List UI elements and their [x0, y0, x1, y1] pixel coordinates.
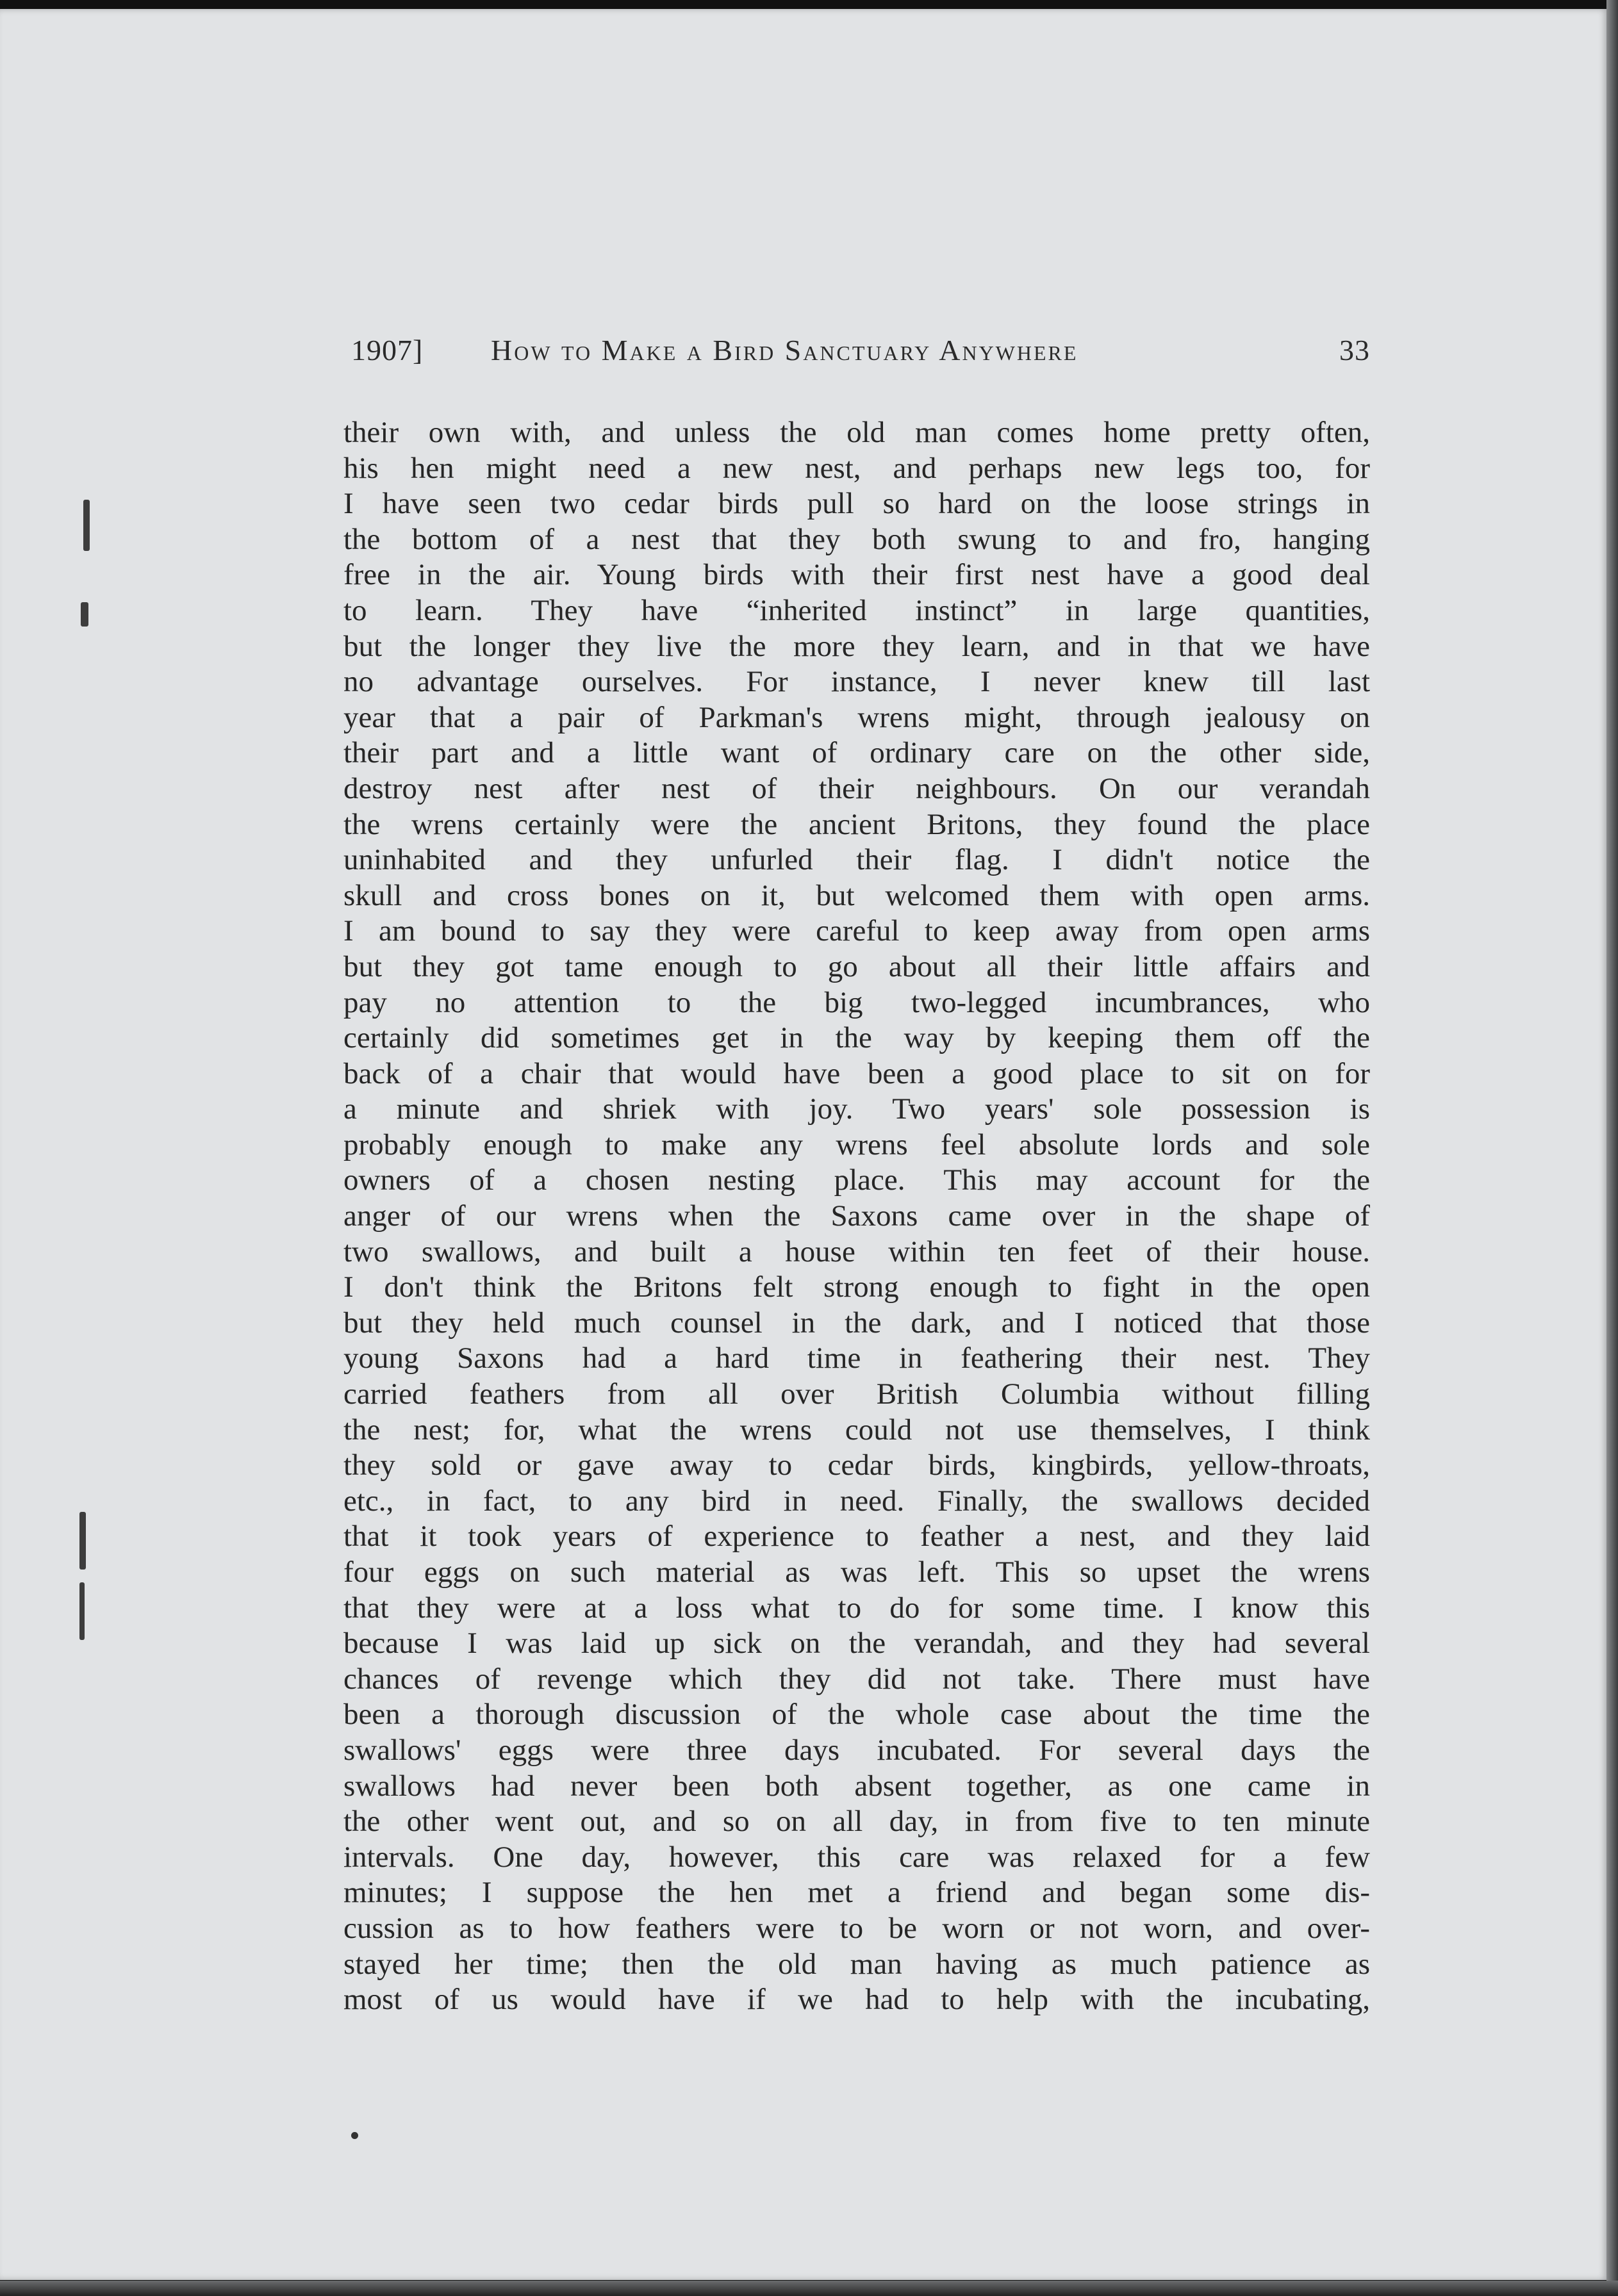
body-text: [343, 415, 1370, 2018]
binding-mark: [81, 602, 88, 627]
text-line: I have seen two cedar birds pull so hard on the loose strings in: [343, 487, 1370, 521]
text-line: year that a pair of Parkman's wrens might, through jealousy on: [343, 700, 1370, 734]
text-line: the wrens certainly were the ancient Britons, they found the place: [343, 807, 1370, 841]
text-line: two swallows, and built a house within ten feet of their house.: [343, 1234, 1370, 1268]
text-line: stayed her time; then the old man having as much patience as: [343, 1947, 1370, 1981]
ink-speck: [351, 2132, 358, 2139]
page-number: 33: [1339, 334, 1370, 366]
text-line: but the longer they live the more they learn, and in that we have: [343, 629, 1370, 663]
text-line: most of us would have if we had to help with the incubating,: [343, 1983, 1370, 2017]
text-line: carried feathers from all over British Columbia without filling: [343, 1377, 1370, 1411]
text-line: the other went out, and so on all day, in from five to ten minute: [343, 1805, 1370, 1839]
text-line: that they were at a loss what to do for some time. I know this: [343, 1591, 1370, 1625]
text-line: that it took years of experience to feather a nest, and they laid: [343, 1520, 1370, 1554]
text-line: destroy nest after nest of their neighbours. On our verandah: [343, 771, 1370, 805]
text-line: intervals. One day, however, this care was relaxed for a few: [343, 1840, 1370, 1874]
text-line: his hen might need a new nest, and perhaps new legs too, for: [343, 451, 1370, 485]
text-line: anger of our wrens when the Saxons came over in the shape of: [343, 1199, 1370, 1233]
text-line: swallows had never been both absent together, as one came in: [343, 1769, 1370, 1803]
text-line: skull and cross bones on it, but welcomed them with open arms.: [343, 878, 1370, 912]
text-line: certainly did sometimes get in the way by keeping them off the: [343, 1021, 1370, 1055]
page-edge-shadow: [1606, 0, 1618, 2296]
text-line: pay no attention to the big two-legged incumbrances, who: [343, 985, 1370, 1019]
text-line: their own with, and unless the old man comes home pretty often,: [343, 416, 1370, 449]
text-line: free in the air. Young birds with their first nest have a good deal: [343, 558, 1370, 592]
text-line: they sold or gave away to cedar birds, kingbirds, yellow-throats,: [343, 1448, 1370, 1482]
text-line: owners of a chosen nesting place. This may account for the: [343, 1163, 1370, 1197]
text-line: but they held much counsel in the dark, and I noticed that those: [343, 1306, 1370, 1340]
text-line: etc., in fact, to any bird in need. Finally, the swallows decided: [343, 1484, 1370, 1518]
binding-mark: [79, 1512, 86, 1570]
text-line: young Saxons had a hard time in feathering their nest. They: [343, 1341, 1370, 1375]
page-bottom-edge: [0, 2281, 1618, 2296]
text-line: a minute and shriek with joy. Two years' sole possession is: [343, 1092, 1370, 1126]
text-line: back of a chair that would have been a good place to sit on for: [343, 1056, 1370, 1090]
text-line: but they got tame enough to go about all their little affairs and: [343, 949, 1370, 983]
text-line: minutes; I suppose the hen met a friend and began some dis-: [343, 1876, 1370, 1910]
text-line: the nest; for, what the wrens could not use themselves, I think: [343, 1413, 1370, 1447]
text-line: four eggs on such material as was left. This so upset the wrens: [343, 1555, 1370, 1589]
running-head-year: 1907]: [351, 334, 424, 366]
text-line: their part and a little want of ordinary care on the other side,: [343, 736, 1370, 770]
binding-mark: [79, 1582, 85, 1640]
text-line: chances of revenge which they did not take. There must have: [343, 1662, 1370, 1696]
text-line: been a thorough discussion of the whole case about the time the: [343, 1698, 1370, 1732]
text-line: I am bound to say they were careful to keep away from open arms: [343, 914, 1370, 948]
text-line: the bottom of a nest that they both swung to and fro, hanging: [343, 522, 1370, 556]
text-line: uninhabited and they unfurled their flag. I didn't notice the: [343, 843, 1370, 877]
running-head-title: How to Make a Bird Sanctuary Anywhere: [491, 334, 1078, 366]
text-line: to learn. They have “inherited instinct” in large quantities,: [343, 593, 1370, 627]
running-head: [351, 333, 1370, 378]
text-line: I don't think the Britons felt strong enough to fight in the open: [343, 1270, 1370, 1304]
text-line: because I was laid up sick on the verandah, and they had several: [343, 1627, 1370, 1660]
text-line: swallows' eggs were three days incubated. For several days the: [343, 1733, 1370, 1767]
binding-mark: [83, 500, 90, 551]
text-line: cussion as to how feathers were to be worn or not worn, and over-: [343, 1911, 1370, 1945]
text-line: probably enough to make any wrens feel absolute lords and sole: [343, 1128, 1370, 1161]
text-line: no advantage ourselves. For instance, I never knew till last: [343, 665, 1370, 699]
